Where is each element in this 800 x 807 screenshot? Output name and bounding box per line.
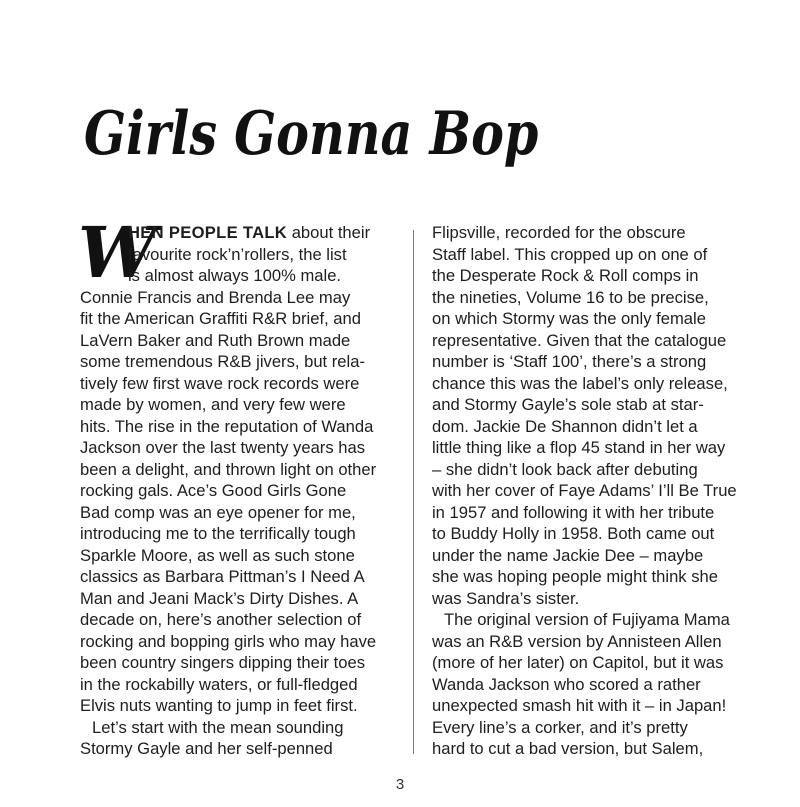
text-line: representative. Given that the catalogue [432,330,727,350]
text-line: chance this was the label’s only release, [432,373,728,393]
text-line: Let’s start with the mean sounding [92,717,344,737]
text-line: hard to cut a bad version, but Salem, [432,739,704,758]
text-line: tively few first wave rock records were [80,373,360,393]
text-line: Jackson over the last twenty years has [80,438,365,457]
text-line: on which Stormy was the only female [432,309,706,328]
text-line: Stormy Gayle and her self-penned [80,739,333,758]
text-line: (more of her later) on Capitol, but it was [432,653,724,672]
text-line: is almost always 100% male. [128,266,342,285]
left-para1-lines [80,287,400,717]
text-line: Bad comp was an eye opener for me, [80,502,356,522]
right-para2-lines [432,609,762,760]
text-line: the nineties, Volume 16 to be precise, [432,287,709,307]
text-line: to Buddy Holly in 1958. Both came out [432,524,715,543]
text-line: rocking gals. Ace’s Good Girls Gone [80,481,347,500]
text-line: Man and Jeani Mack’s Dirty Dishes. A [80,588,359,608]
text-line: The original version of Fujiyama Mama [444,610,730,629]
lead-in: HEN PEOPLE TALK [128,223,288,242]
text-line: LaVern Baker and Ruth Brown made [80,330,351,350]
left-column [78,211,400,760]
text-line: rocking and bopping girls who may have [80,631,377,651]
text-line: Connie Francis and Brenda Lee may [80,287,351,307]
text-line: some tremendous R&B jivers, but rela- [80,352,365,371]
text-line: in the rockabilly waters, or full-fledged [80,674,358,694]
text-line: little thing like a flop 45 stand in her way [432,438,726,457]
text-line: Sparkle Moore, as well as such stone [80,545,355,565]
left-para2-lines [80,717,400,760]
article-title: Girls Gonna Bop [84,99,539,169]
text-line: the Desperate Rock & Roll comps in [432,266,699,285]
lead-line [80,222,400,244]
text-line: with her cover of Faye Adams’ I’ll Be True [432,481,737,500]
text-line: number is ‘Staff 100’, there’s a strong [432,352,707,371]
text-line: she was hoping people might think she [432,567,718,586]
text-line: decade on, here’s another selection of [80,610,362,629]
text-line: in 1957 and following it with her tribute [432,502,715,522]
right-para1-lines [432,222,762,609]
drop-cap: W [78,211,157,294]
page-number: 3 [395,776,405,793]
text-line: introducing me to the terrifically tough [80,524,356,543]
right-column [432,222,762,760]
text-line: favourite rock’n’rollers, the list [128,244,347,264]
text-line: been country singers dipping their toes [80,653,366,672]
text-line: under the name Jackie Dee – maybe [432,545,704,565]
text-line: was Sandra’s sister. [432,588,580,608]
text-line: was an R&B version by Annisteen Allen [432,631,722,651]
text-line: unexpected smash hit with it – in Japan! [432,696,727,715]
column-divider [413,230,414,754]
lead-rest: about their [287,223,371,242]
text-line: Staff label. This cropped up on one of [432,244,708,264]
text-line: classics as Barbara Pittman’s I Need A [80,567,365,586]
text-line: hits. The rise in the reputation of Wanda [80,416,374,436]
text-line: and Stormy Gayle’s sole stab at star- [432,395,704,414]
text-line: Elvis nuts wanting to jump in feet first. [80,696,358,715]
text-line: – she didn’t look back after debuting [432,459,698,479]
text-line: fit the American Graffiti R&R brief, and [80,309,361,328]
dropcap-wrap-lines [80,244,400,287]
text-line: dom. Jackie De Shannon didn’t let a [432,416,698,436]
text-line: made by women, and very few were [80,395,346,414]
text-line: Wanda Jackson who scored a rather [432,674,701,694]
text-line: been a delight, and thrown light on other [80,459,377,479]
text-line: Every line’s a corker, and it’s pretty [432,717,688,737]
text-line: Flipsville, recorded for the obscure [432,223,686,242]
